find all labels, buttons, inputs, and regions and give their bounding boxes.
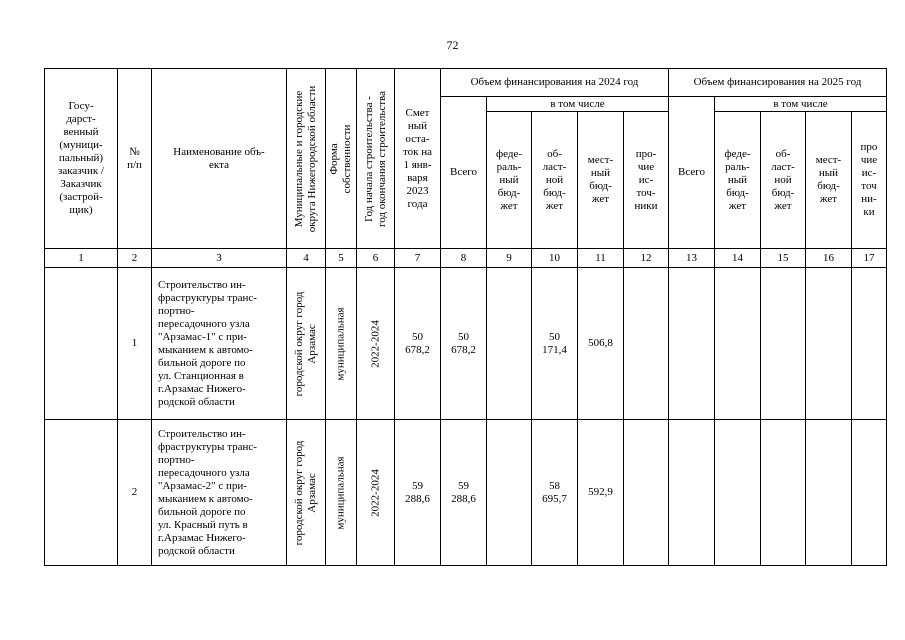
municipality-cell: городской округ город Арзамас [287,268,326,420]
years-cell: 2022-2024 [357,268,395,420]
table-row [45,420,887,566]
header-other-2024: про- чие ис- точ- ники [624,112,669,249]
header-local-2024: мест- ный бюд- жет [578,112,624,249]
column-number: 12 [624,249,669,268]
header-regional-2024: об- ласт- ной бюд- жет [532,112,578,249]
federal-2024-cell [487,420,532,566]
header-federal-2024: феде- раль- ный бюд- жет [487,112,532,249]
header-num: № п/п [118,69,152,249]
other-2024-cell [624,268,669,420]
total-2024-cell: 50 678,2 [441,268,487,420]
ownership-cell: муниципальная [326,420,357,566]
other-2025-cell [852,420,887,566]
column-number: 1 [45,249,118,268]
table-row [45,268,887,420]
column-number: 7 [395,249,441,268]
row-number: 2 [118,420,152,566]
regional-2024-cell: 50 171,4 [532,268,578,420]
column-number: 8 [441,249,487,268]
regional-2025-cell [761,420,806,566]
header-total-2024: Всего [441,97,487,249]
header-estimate: Смет ный оста- ток на 1 янв- варя 2023 года [395,69,441,249]
header-object-name: Наименование объ- екта [152,69,287,249]
other-2025-cell [852,268,887,420]
header-including-2025: в том числе [715,97,887,112]
federal-2025-cell [715,420,761,566]
column-number: 16 [806,249,852,268]
financing-table [44,68,887,566]
column-number: 11 [578,249,624,268]
header-customer: Госу- дарст- венный (муници- пальный) заказчик / Заказчик (застрой- щик) [45,69,118,249]
object-name-cell: Строительство ин- фраструктуры транс- портно- пересадочного узла "Арзамас-2" с при- мыканием к автомо- бильной дороге по ул. Красный путь в г.Арзамас Нижего- родской области [152,420,287,566]
regional-2024-cell: 58 695,7 [532,420,578,566]
page-number: 72 [446,38,459,52]
other-2024-cell [624,420,669,566]
regional-2025-cell [761,268,806,420]
header-fin-2024: Объем финансирования на 2024 год [441,69,669,97]
local-2025-cell [806,420,852,566]
object-name-cell: Строительство ин- фраструктуры транс- портно- пересадочного узла "Арзамас-1" с при- мыканием к автомо- бильной дороге по ул. Станционная в г.Арзамас Нижего- родской области [152,268,287,420]
estimate-cell: 50 678,2 [395,268,441,420]
municipality-cell: городской округ город Арзамас [287,420,326,566]
local-2024-cell: 506,8 [578,268,624,420]
row-number: 1 [118,268,152,420]
header-other-2025: про чие ис- точ ни- ки [852,112,887,249]
total-2024-cell: 59 288,6 [441,420,487,566]
column-number: 17 [852,249,887,268]
total-2025-cell [669,420,715,566]
local-2025-cell [806,268,852,420]
customer-cell [45,420,118,566]
column-number: 10 [532,249,578,268]
column-number: 6 [357,249,395,268]
column-number: 14 [715,249,761,268]
header-municipality: Муниципальные и городские округа Нижегородской области [287,69,326,249]
ownership-cell: муниципальная [326,268,357,420]
header-federal-2025: феде- раль- ный бюд- жет [715,112,761,249]
local-2024-cell: 592,9 [578,420,624,566]
header-local-2025: мест- ный бюд- жет [806,112,852,249]
column-number: 5 [326,249,357,268]
total-2025-cell [669,268,715,420]
header-including-2024: в том числе [487,97,669,112]
column-number: 13 [669,249,715,268]
header-ownership: Форма собственности [326,69,357,249]
header-total-2025: Всего [669,97,715,249]
federal-2024-cell [487,268,532,420]
column-number: 2 [118,249,152,268]
header-fin-2025: Объем финансирования на 2025 год [669,69,887,97]
column-number: 9 [487,249,532,268]
years-cell: 2022-2024 [357,420,395,566]
estimate-cell: 59 288,6 [395,420,441,566]
federal-2025-cell [715,268,761,420]
column-number: 3 [152,249,287,268]
column-number: 15 [761,249,806,268]
column-number: 4 [287,249,326,268]
header-years: Год начала строительства - год окончания строительства [357,69,395,249]
header-regional-2025: об- ласт- ной бюд- жет [761,112,806,249]
customer-cell [45,268,118,420]
